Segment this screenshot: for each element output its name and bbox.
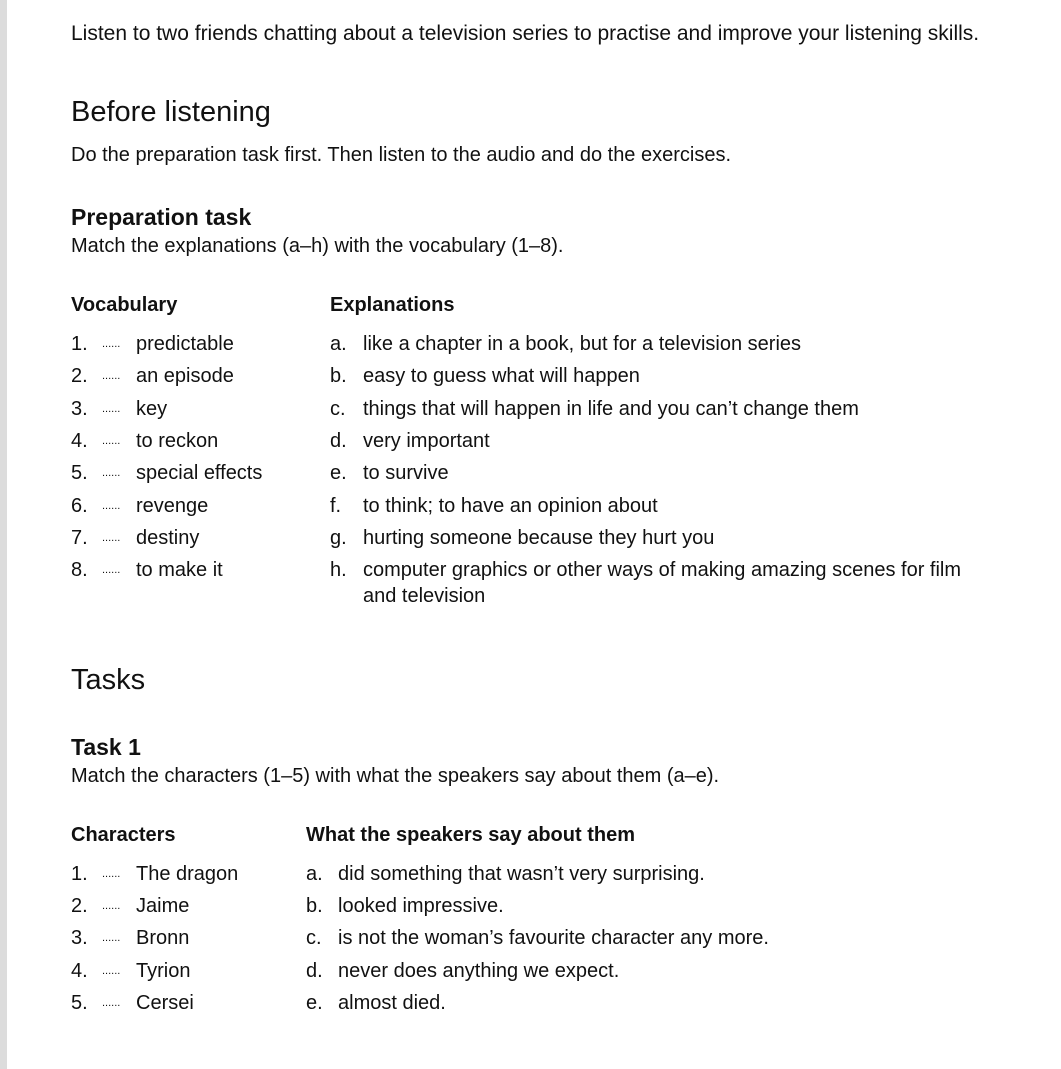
item-term: key [136, 397, 168, 420]
item-number: 7. [71, 526, 88, 549]
option-text: things that will happen in life and you can’t change them [363, 397, 859, 420]
item-term: predictable [136, 333, 234, 355]
option-letter: e. [306, 991, 323, 1014]
before-listening-instruction: Do the preparation task first. Then listen to the audio and do the exercises. [71, 144, 732, 166]
item-term: Tyrion [136, 959, 191, 982]
option-text: to think; to have an opinion about [363, 494, 658, 517]
option-text: computer graphics or other ways of making amazing scenes for film and television [363, 559, 962, 608]
list-item [71, 490, 1011, 522]
list-item [71, 522, 1011, 554]
answer-blank[interactable]: ...... [102, 964, 121, 977]
tasks-heading: Tasks [71, 664, 146, 696]
item-number: 2. [71, 895, 88, 918]
answer-blank[interactable]: ...... [102, 564, 121, 577]
item-number: 2. [71, 365, 88, 388]
answer-blank[interactable]: ...... [102, 996, 121, 1009]
item-term: Cersei [136, 991, 194, 1014]
answer-blank[interactable]: ...... [102, 434, 121, 447]
option-text: almost died. [338, 991, 446, 1014]
item-term: revenge [136, 494, 209, 517]
list-item [71, 922, 1011, 954]
option-letter: h. [330, 559, 347, 582]
before-listening-heading: Before listening [71, 96, 271, 128]
answer-blank[interactable]: ...... [102, 402, 121, 415]
list-item [71, 987, 1011, 1019]
list-item [71, 328, 1011, 360]
speakers-say-column-heading: What the speakers say about them [306, 824, 635, 846]
item-number: 3. [71, 397, 88, 420]
option-letter: e. [330, 462, 347, 485]
item-term: an episode [136, 365, 234, 388]
option-text: hurting someone because they hurt you [363, 526, 715, 549]
item-number: 6. [71, 494, 88, 517]
list-item [71, 554, 1011, 608]
option-letter: f. [330, 494, 342, 517]
item-term: special effects [136, 462, 263, 485]
option-letter: a. [330, 333, 347, 355]
option-text: very important [363, 429, 490, 452]
item-number: 8. [71, 559, 88, 582]
list-item [71, 425, 1011, 457]
option-letter: c. [330, 397, 346, 420]
item-number: 1. [71, 863, 88, 885]
preparation-task-heading: Preparation task [71, 204, 252, 230]
option-text: is not the woman’s favourite character any more. [338, 927, 769, 950]
task1-heading: Task 1 [71, 734, 141, 760]
option-letter: c. [306, 927, 322, 950]
item-number: 5. [71, 462, 88, 485]
item-number: 4. [71, 429, 88, 452]
list-item [71, 393, 1011, 425]
answer-blank[interactable]: ...... [102, 370, 121, 383]
option-letter: b. [306, 895, 323, 918]
option-letter: a. [306, 863, 323, 885]
characters-column-heading: Characters [71, 824, 176, 846]
option-text: to survive [363, 462, 449, 485]
answer-blank[interactable]: ...... [102, 499, 121, 512]
answer-blank[interactable]: ...... [102, 531, 121, 544]
item-term: Jaime [136, 895, 190, 918]
answer-blank[interactable]: ...... [102, 900, 121, 913]
list-item [71, 955, 1011, 987]
option-letter: g. [330, 526, 347, 549]
option-letter: b. [330, 365, 347, 388]
vocabulary-column-heading: Vocabulary [71, 294, 178, 316]
list-item [71, 858, 1011, 890]
item-term: to make it [136, 559, 223, 582]
item-number: 1. [71, 333, 88, 355]
list-item [71, 457, 1011, 489]
option-letter: d. [306, 959, 323, 982]
intro-text: Listen to two friends chatting about a television series to practise and improve your listening skills. [71, 22, 980, 45]
item-term: Bronn [136, 927, 190, 950]
item-term: The dragon [136, 863, 239, 885]
option-text: like a chapter in a book, but for a television series [363, 333, 802, 355]
item-term: destiny [136, 526, 200, 549]
item-number: 5. [71, 991, 88, 1014]
explanations-column-heading: Explanations [330, 294, 455, 316]
task1-instruction: Match the characters (1–5) with what the speakers say about them (a–e). [71, 765, 720, 787]
answer-blank[interactable]: ...... [102, 467, 121, 480]
answer-blank[interactable]: ...... [102, 868, 121, 880]
option-text: did something that wasn’t very surprising. [338, 863, 705, 885]
preparation-task-instruction: Match the explanations (a–h) with the vocabulary (1–8). [71, 235, 564, 257]
answer-blank[interactable]: ...... [102, 338, 121, 350]
item-number: 3. [71, 927, 88, 950]
option-text: looked impressive. [338, 895, 504, 918]
answer-blank[interactable]: ...... [102, 932, 121, 945]
item-number: 4. [71, 959, 88, 982]
item-term: to reckon [136, 429, 219, 452]
list-item [71, 890, 1011, 922]
option-text: easy to guess what will happen [363, 365, 640, 388]
list-item [71, 360, 1011, 392]
page-edge [0, 0, 7, 1069]
option-letter: d. [330, 429, 347, 452]
option-text: never does anything we expect. [338, 959, 620, 982]
